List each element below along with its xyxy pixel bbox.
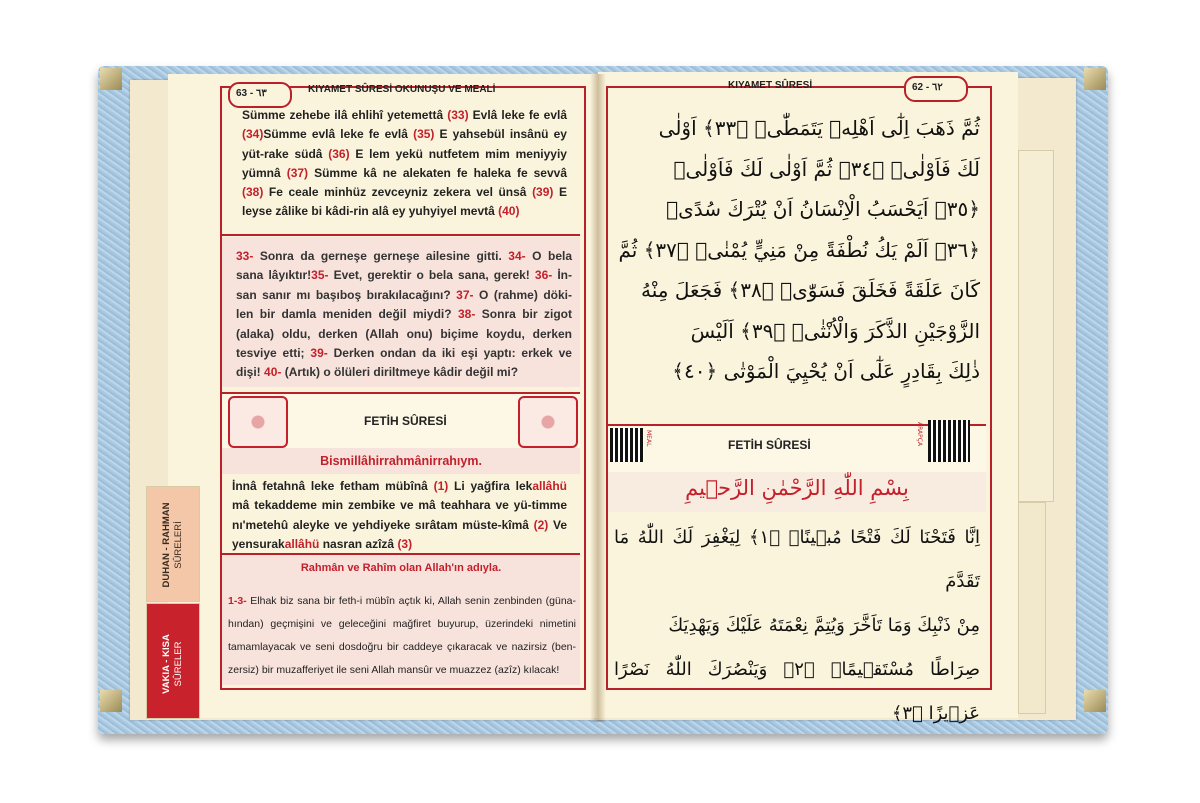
text-run: E yahsebül insânü ey yüt-rake südâ [242, 127, 567, 161]
right-page [598, 72, 1018, 724]
verse-number: allâhü [284, 536, 320, 551]
arabic-line: اِنَّا فَتَحْنَا لَكَ فَتْحًا مُب۪ينًاۙ ﴿١﴾ لِيَغْفِرَ لَكَ اللّٰهُ مَا تَقَدَّمَ [614, 527, 981, 592]
text-run: E lem yekü nutfetem mim meniyyiy yümnâ [242, 146, 567, 180]
text-run: mâ tekaddeme min zembike ve mâ teahhara ve yü-timme nı'metehû aleyke ve yehdiyeke sırâtam müste-kîmâ [232, 498, 567, 532]
fetih-meaning-text [228, 590, 576, 682]
verse-number: 34- [508, 249, 526, 263]
qr-label: MEAL [645, 430, 652, 447]
qr-label: ARAPÇA [916, 422, 923, 447]
arabic-line: الزَّوْجَيْنِ الذَّكَرَ وَالْاُنْثٰىۜ ﴿٣٩﴾ اَلَيْسَ [690, 318, 980, 343]
verse-number: 1-3- [228, 595, 247, 607]
ornament-icon [228, 396, 288, 448]
verse-number: (36) [328, 146, 350, 161]
surah-title: FETİH SÛRESİ [364, 414, 447, 428]
arabic-line: لَكَ فَاَوْلٰىۙ ﴿٣٤﴾ ثُمَّ اَوْلٰى لَكَ فَاَوْلٰىۜ [673, 156, 980, 181]
arabic-line: ﴿٣٦﴾ اَلَمْ يَكُ نُطْفَةً مِنْ مَنِيٍّ يُمْنٰىۙ ﴿٣٧﴾ ثُمَّ [618, 237, 980, 262]
tab-subtitle: SÛRELER [173, 641, 184, 687]
qr-code-arabic[interactable] [928, 420, 970, 462]
transliteration-text [242, 106, 567, 222]
text-run: Sonra da gerneşe gerneşe ailesine gitti. [253, 249, 509, 263]
tab-vakia-kisa[interactable] [146, 603, 200, 719]
tab-subtitle: SÛRELERİ [173, 521, 184, 569]
verse-number: 37- [456, 287, 474, 302]
verse-number: (35) [413, 127, 435, 142]
text-run: Sümme kâ ne alekaten fe haleka fe sevvâ [308, 165, 568, 180]
verse-number: (1) [433, 479, 449, 493]
text-run: Sümme evlâ leke fe evlâ [263, 127, 414, 142]
tab-title: VAKIA - KISA [161, 634, 172, 694]
corner-protector [100, 690, 122, 712]
verse-number: (3) [397, 536, 413, 551]
text-run: Elhak biz sana bir feth-i mübîn açtık ki, Allah senin zenbinden (güna-hından) geçmişini ve geleceğini mağfiret buyurup, üzerindeki nimetini tamamlayacak ve seni dosdoğru bir caddeye çıkaracak ve nazirsiz (ben-zersiz) bir muzafferiyet ile seni Allah mansûr ve muazzez (azîz) kılacak! [228, 595, 576, 676]
text-run: Derken ondan da iki eşi yaptı: erkek ve dişi! [236, 346, 572, 380]
corner-protector [1084, 68, 1106, 90]
arabic-text-fetih [614, 516, 980, 736]
corner-protector [100, 68, 122, 90]
page-number: 63 - ٦٣ [236, 88, 267, 99]
verse-number: 40- [264, 365, 282, 380]
text-run: (Artık) o ölüleri diriltmeye kâdir değil mi? [281, 365, 519, 380]
arabic-line: ثُمَّ ذَهَبَ اِلٰٓى اَهْلِه۪ يَتَمَطّٰىۜ ﴿٣٣﴾ اَوْلٰى [658, 116, 980, 140]
verse-number: 38- [458, 307, 476, 322]
text-run: Evet, gerektir o bela sana, gerek! [328, 268, 535, 283]
page-header-title: KIYAMET SÛRESİ [728, 80, 813, 91]
left-page [168, 74, 600, 718]
basmala-calligraphy: بِسْمِ اللّٰهِ الرَّحْمٰنِ الرَّح۪يمِ [685, 476, 909, 500]
verse-number: (37) [286, 165, 309, 180]
verse-number: (39) [532, 185, 554, 200]
text-run: Sonra bir zigot (alaka) oldu, derken (Allah onu) biçime koydu, derken tesviye etti; [236, 307, 572, 361]
verse-number: (40) [498, 204, 520, 219]
text-run: E leyse zâlike bi kâdi-rin alâ ey yuhyiyel mevtâ [242, 185, 567, 219]
verse-number: (38) [242, 185, 264, 200]
arabic-line: صِرَاطًا مُسْتَق۪يمًاۙ ﴿٢﴾ وَيَنْصُرَكَ اللّٰهُ نَصْرًا عَز۪يزًا ﴿٣﴾ [614, 659, 981, 724]
text-run: İnnâ fetahnâ leke fetham mübînâ [232, 479, 434, 493]
text-run: İn-san sanır mı başıboş bırakılacağını? [236, 268, 573, 302]
text-run: Sümme zehebe ilâ ehlihî yetemettâ [242, 108, 448, 122]
verse-number: (2) [533, 517, 549, 532]
text-run: O bela sana lâyıktır! [236, 249, 572, 283]
basmala-title: Bismillâhirrahmânirrahıym. [320, 454, 482, 468]
verse-number: 35- [311, 268, 329, 283]
tab-title: DUHAN - RAHMAN [161, 502, 172, 588]
verse-number: allâhü [532, 479, 568, 493]
page-tab-edge[interactable] [1018, 150, 1054, 502]
corner-protector [1084, 690, 1106, 712]
text-run: Evlâ leke fe evlâ [468, 108, 568, 122]
page-header-title: KIYAMET SÛRESİ OKUNUŞU VE MEALİ [308, 84, 496, 95]
verse-number: 39- [310, 346, 328, 361]
arabic-line: ذٰلِكَ بِقَادِرٍ عَلٰٓى اَنْ يُحْيِيَ الْمَوْتٰى ﴿٤٠﴾ [672, 359, 980, 383]
fetih-meaning-title: Rahmân ve Rahîm olan Allah'ın adıyla. [300, 562, 502, 574]
arabic-text-kiyamet [614, 108, 980, 392]
book-spine-shadow [590, 74, 606, 722]
verse-number: 33- [236, 249, 254, 263]
qr-code-meal[interactable] [610, 428, 644, 462]
verse-number: (33) [447, 108, 469, 122]
text-run: nasran azîzâ [319, 536, 398, 551]
fetih-transliteration [232, 477, 567, 554]
page-tab-edge[interactable] [1018, 502, 1046, 714]
meaning-text [236, 247, 572, 383]
text-run: Fe ceale minhüz zevceyniz zekera vel ünsâ [263, 185, 533, 200]
arabic-line: مِنْ ذَنْبِكَ وَمَا تَاَخَّرَ وَيُتِمَّ نِعْمَتَهُ عَلَيْكَ وَيَهْدِيَكَ [668, 615, 980, 636]
verse-number: 36- [534, 268, 553, 283]
tab-duhan-rahman[interactable] [146, 486, 200, 602]
text-run: Li yağfira lek [448, 479, 533, 493]
arabic-line: كَانَ عَلَقَةً فَخَلَقَ فَسَوّٰىۙ ﴿٣٨﴾ فَجَعَلَ مِنْهُ [641, 278, 980, 302]
arabic-line: ﴿٣٥﴾ اَيَحْسَبُ الْاِنْسَانُ اَنْ يُتْرَكَ سُدًىۜ [666, 197, 980, 221]
verse-number: (34) [242, 127, 264, 142]
text-run: Ve yensurak [232, 517, 567, 551]
ornament-icon [518, 396, 578, 448]
text-run: O (rahme) döki-len bir damla meniden değil miydi? [236, 287, 572, 322]
surah-title: FETİH SÛRESİ [728, 438, 811, 452]
page-number: 62 - ٦٢ [912, 82, 943, 93]
divider [222, 234, 580, 236]
